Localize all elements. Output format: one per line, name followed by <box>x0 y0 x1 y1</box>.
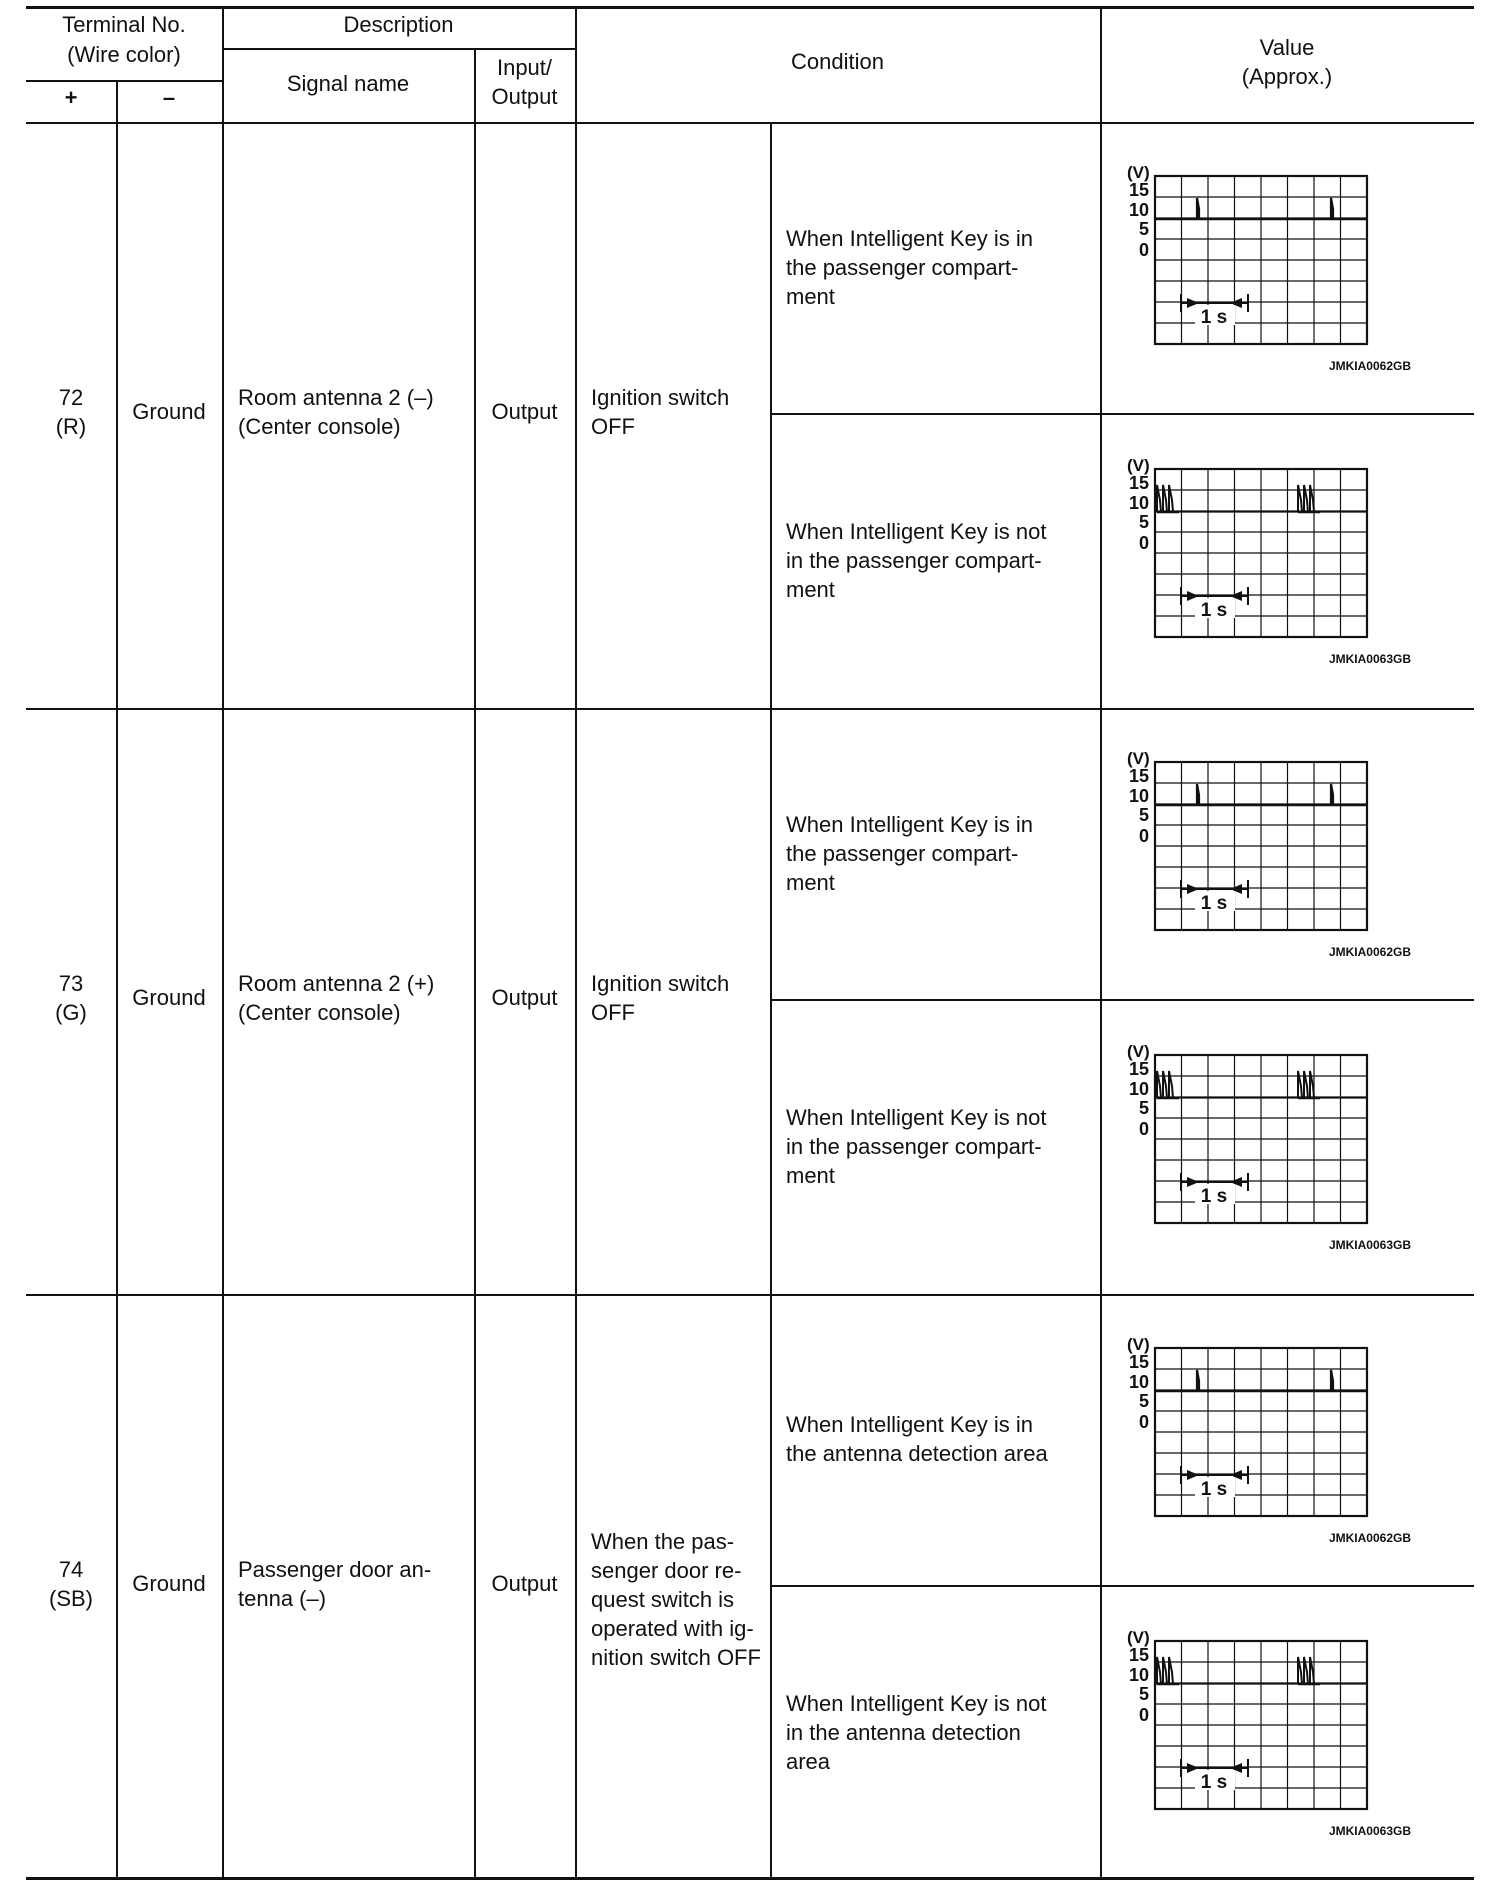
pulse <box>1331 784 1333 805</box>
y-tick-label: 0 <box>1138 533 1149 553</box>
y-tick-label: 15 <box>1128 1645 1149 1665</box>
pulse <box>1197 784 1199 805</box>
pulse <box>1169 1657 1173 1684</box>
waveform-figure <box>1113 746 1433 971</box>
pulse <box>1163 1071 1167 1098</box>
header-signal-name: Signal name <box>286 71 410 96</box>
figure-code: JMKIA0063GB <box>1328 1238 1411 1252</box>
signal-name: Room antenna 2 (–) (Center console) <box>238 385 434 439</box>
header-plus: + <box>64 85 78 110</box>
unit-label: (V) <box>1127 456 1150 475</box>
pulse <box>1298 1657 1302 1684</box>
y-tick-label: 10 <box>1128 493 1149 513</box>
pulse <box>1197 1370 1199 1391</box>
pulse <box>1157 485 1161 512</box>
pulse <box>1163 1657 1167 1684</box>
figure-code: JMKIA0062GB <box>1328 359 1411 373</box>
y-tick-label: 5 <box>1138 1098 1149 1118</box>
col-divider-io <box>474 48 476 1877</box>
y-tick-label: 5 <box>1138 805 1149 825</box>
terminal-number: 72 <box>58 385 84 410</box>
condition: When the pas- senger door re- quest switch is operated with ig- nition switch OFF <box>591 1529 761 1670</box>
unit-label: (V) <box>1127 163 1150 182</box>
signal-name: Passenger door an- tenna (–) <box>238 1557 432 1611</box>
col-divider-description <box>222 9 224 1877</box>
sub-condition: When Intelligent Key is not in the passenger compart- ment <box>786 519 1047 602</box>
sub-divider-3 <box>770 1585 1474 1587</box>
input-output: Output <box>491 985 558 1010</box>
row-divider-1 <box>26 708 1474 710</box>
y-tick-label: 15 <box>1128 766 1149 786</box>
sub-condition: When Intelligent Key is not in the passenger compart- ment <box>786 1105 1047 1188</box>
header-value: Value <box>1259 35 1315 60</box>
figure-code: JMKIA0063GB <box>1328 1824 1411 1838</box>
table-top-border <box>26 6 1474 9</box>
row-divider-2 <box>26 1294 1474 1296</box>
y-tick-label: 10 <box>1128 786 1149 806</box>
figure-code: JMKIA0062GB <box>1328 945 1411 959</box>
time-label: 1 s <box>1200 600 1228 621</box>
header-description: Description <box>343 12 454 37</box>
y-tick-label: 10 <box>1128 200 1149 220</box>
header-description-divider <box>222 48 575 50</box>
time-label: 1 s <box>1200 1186 1228 1207</box>
y-tick-label: 5 <box>1138 512 1149 532</box>
pulse <box>1304 485 1308 512</box>
col-divider-minus <box>116 80 118 1877</box>
unit-label: (V) <box>1127 749 1150 768</box>
y-tick-label: 0 <box>1138 1412 1149 1432</box>
sub-condition: When Intelligent Key is in the passenger compart- ment <box>786 812 1034 895</box>
time-label: 1 s <box>1200 1479 1228 1500</box>
y-tick-label: 15 <box>1128 1352 1149 1372</box>
wire-color: (G) <box>55 1000 87 1025</box>
waveform-figure <box>1113 160 1433 385</box>
y-tick-label: 15 <box>1128 473 1149 493</box>
pulse <box>1331 1370 1333 1391</box>
terminal-number: 74 <box>58 1557 84 1582</box>
sub-condition: When Intelligent Key is not in the antenna detection area <box>786 1691 1047 1774</box>
unit-label: (V) <box>1127 1335 1150 1354</box>
time-label: 1 s <box>1200 307 1228 328</box>
sub-divider-2 <box>770 999 1474 1001</box>
y-tick-label: 10 <box>1128 1372 1149 1392</box>
oscilloscope <box>1113 1332 1433 1557</box>
pulse <box>1169 485 1173 512</box>
oscilloscope <box>1113 453 1433 678</box>
header-minus: – <box>162 85 176 110</box>
ground-terminal: Ground <box>132 985 206 1010</box>
header-bottom-border <box>26 122 1474 124</box>
figure-code: JMKIA0063GB <box>1328 652 1411 666</box>
oscilloscope <box>1113 160 1433 385</box>
pulse <box>1304 1657 1308 1684</box>
pulse <box>1157 1657 1161 1684</box>
pulse <box>1157 1071 1161 1098</box>
pulse <box>1163 485 1167 512</box>
time-label: 1 s <box>1200 893 1228 914</box>
col-divider-condition <box>575 9 577 1877</box>
terminal-number: 73 <box>58 971 84 996</box>
y-tick-label: 0 <box>1138 1119 1149 1139</box>
wire-color: (R) <box>55 414 87 439</box>
sub-condition: When Intelligent Key is in the passenger compart- ment <box>786 226 1034 309</box>
y-tick-label: 5 <box>1138 219 1149 239</box>
header-terminal-no: Terminal No. <box>62 12 186 37</box>
sub-divider-1 <box>770 413 1474 415</box>
input-output: Output <box>491 1571 558 1596</box>
unit-label: (V) <box>1127 1042 1150 1061</box>
oscilloscope <box>1113 1625 1433 1850</box>
wire-color: (SB) <box>49 1586 93 1611</box>
pulse <box>1331 198 1333 219</box>
pulse <box>1197 198 1199 219</box>
col-divider-value <box>1100 9 1102 1877</box>
condition: Ignition switch OFF <box>591 971 730 1025</box>
header-input-output: Input/ Output <box>491 55 558 109</box>
y-tick-label: 0 <box>1138 826 1149 846</box>
oscilloscope <box>1113 1039 1433 1264</box>
figure-code: JMKIA0062GB <box>1328 1531 1411 1545</box>
header-condition: Condition <box>791 49 884 74</box>
time-label: 1 s <box>1200 1772 1228 1793</box>
y-tick-label: 0 <box>1138 240 1149 260</box>
ground-terminal: Ground <box>132 1571 206 1596</box>
y-tick-label: 10 <box>1128 1665 1149 1685</box>
y-tick-label: 15 <box>1128 180 1149 200</box>
oscilloscope <box>1113 746 1433 971</box>
y-tick-label: 0 <box>1138 1705 1149 1725</box>
unit-label: (V) <box>1127 1628 1150 1647</box>
condition: Ignition switch OFF <box>591 385 730 439</box>
y-tick-label: 5 <box>1138 1391 1149 1411</box>
y-tick-label: 5 <box>1138 1684 1149 1704</box>
header-approx: (Approx.) <box>1241 64 1333 89</box>
y-tick-label: 15 <box>1128 1059 1149 1079</box>
pulse <box>1298 485 1302 512</box>
waveform-figure <box>1113 453 1433 678</box>
waveform-figure <box>1113 1625 1433 1850</box>
sub-condition: When Intelligent Key is in the antenna detection area <box>786 1412 1048 1466</box>
header-wire-color: (Wire color) <box>67 42 181 67</box>
pulse <box>1304 1071 1308 1098</box>
pulse <box>1298 1071 1302 1098</box>
waveform-figure <box>1113 1039 1433 1264</box>
waveform-figure <box>1113 1332 1433 1557</box>
table-bottom-border <box>26 1877 1474 1880</box>
pulse <box>1169 1071 1173 1098</box>
ground-terminal: Ground <box>132 399 206 424</box>
y-tick-label: 10 <box>1128 1079 1149 1099</box>
header-terminal-divider <box>26 80 222 82</box>
input-output: Output <box>491 399 558 424</box>
signal-name: Room antenna 2 (+) (Center console) <box>238 971 435 1025</box>
